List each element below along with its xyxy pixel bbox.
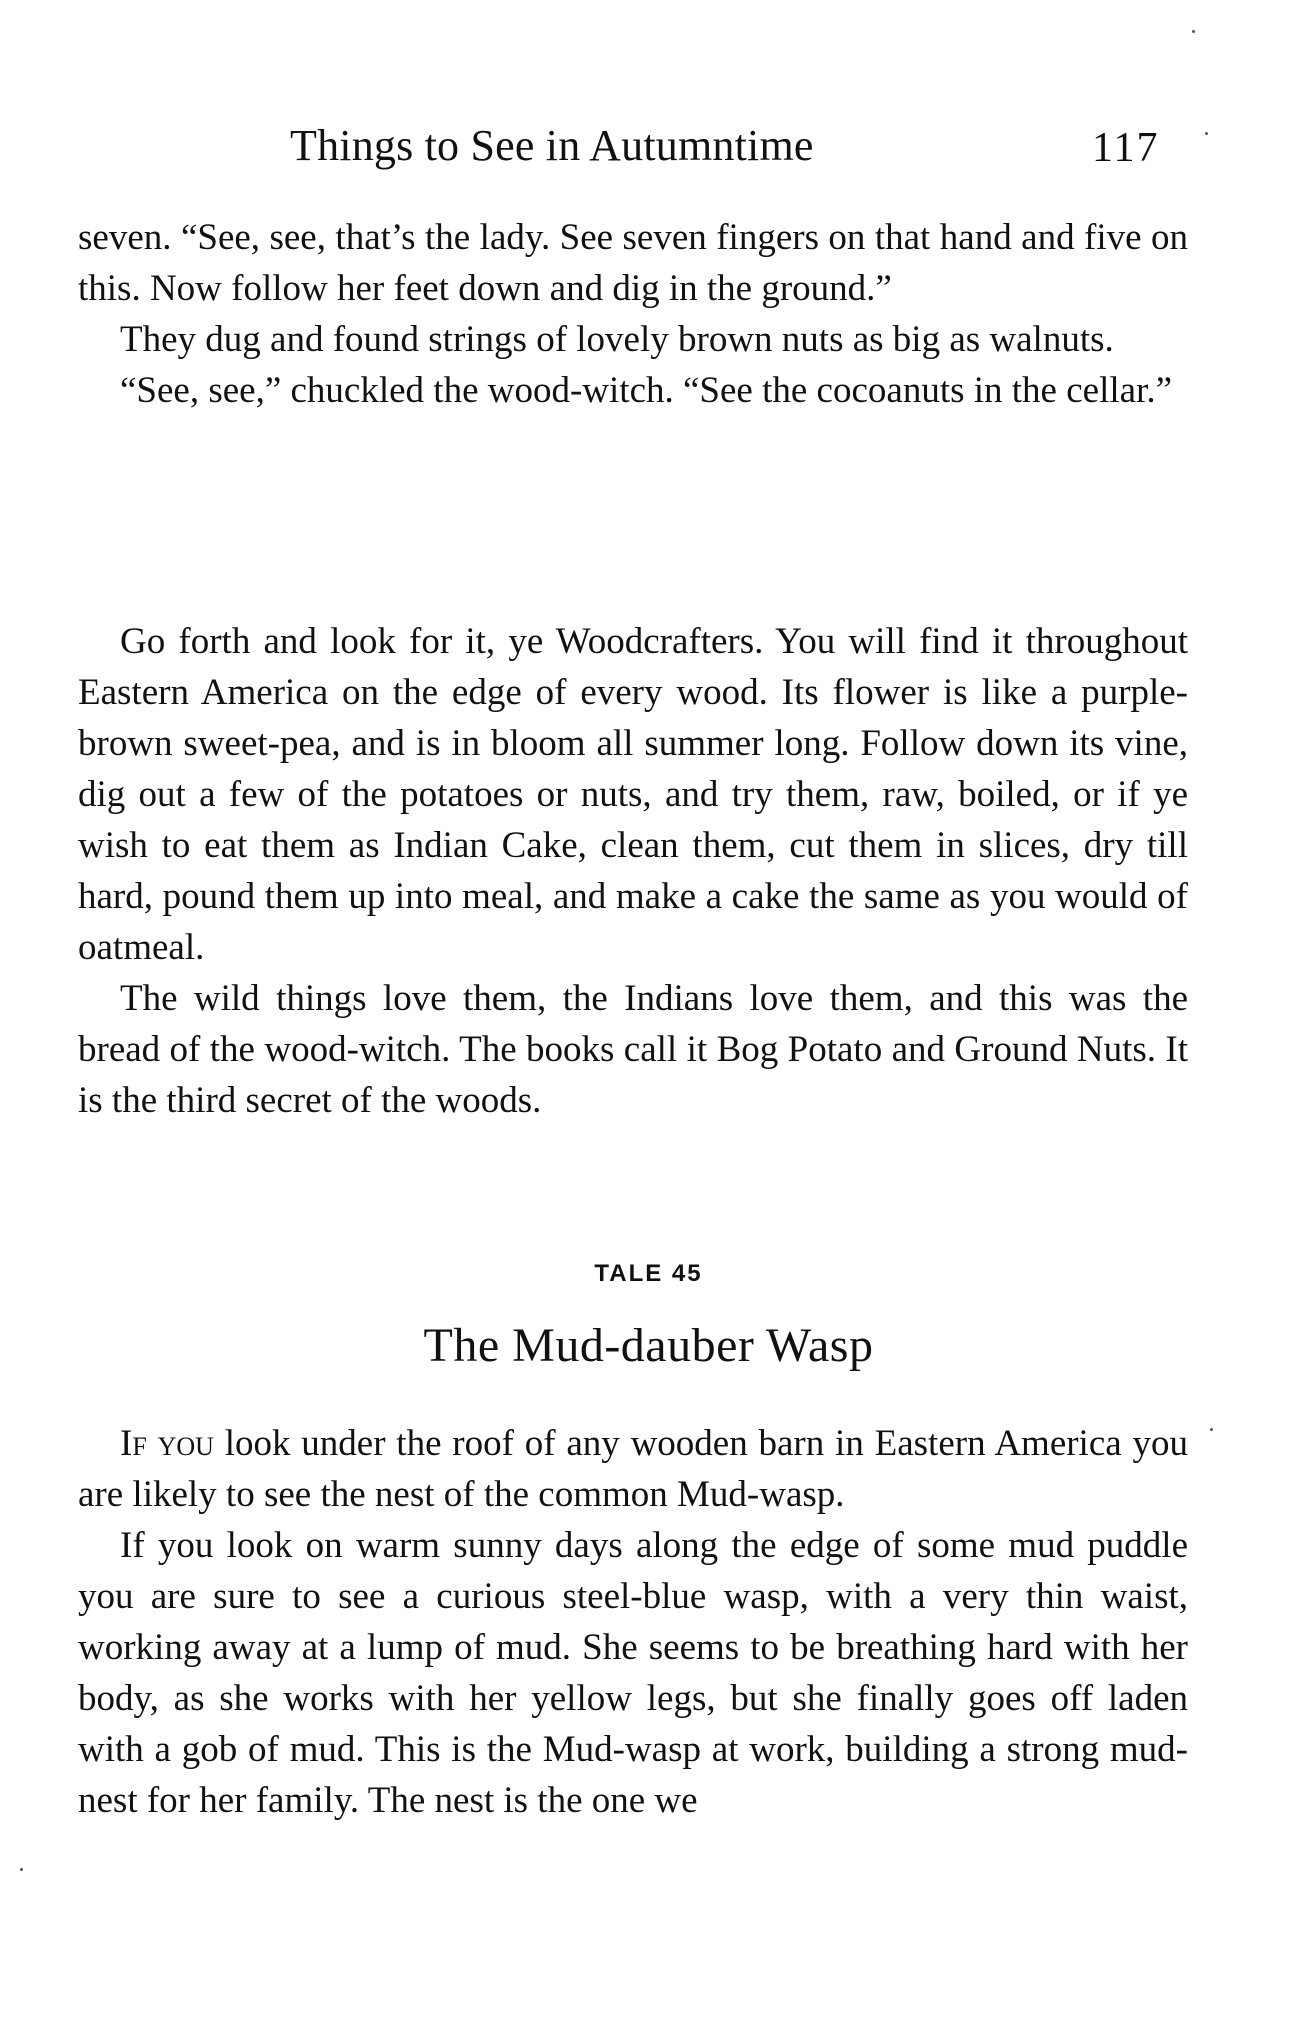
paragraph: “See, see,” chuckled the wood-witch. “See the cocoanuts in the cellar.” <box>120 370 1173 411</box>
tale-number-label: TALE 45 <box>594 1260 703 1287</box>
paragraph: If you look on warm sunny days along the edge of some mud puddle you are sure to see a curious steel-blue wasp, with a very thin waist, working away at a lump of mud. She seems to be breathing hard with her body, as she works with her yellow legs, but she finally goes off laden with a gob of mud. This is the Mud-wasp at work, building a strong mud-nest for her family. The nest is the one we <box>78 1525 1188 1821</box>
story-ending-section <box>78 212 1188 416</box>
opening-rest: look under the roof of any wooden barn in Eastern America you are likely to see the nest of the common Mud-wasp. <box>78 1423 1188 1515</box>
opening-paragraph <box>78 1418 1188 1520</box>
tale-body-section <box>78 1418 1188 1826</box>
commentary-section <box>78 616 1188 1126</box>
tale-title: The Mud-dauber Wasp <box>423 1319 874 1372</box>
paragraph: Go forth and look for it, ye Woodcrafters. You will find it throughout Eastern America on the edge of every wood. Its flower is like a purple-brown sweet-pea, and is in bloom all summer long. Follow down its vine, dig out a few of the potatoes or nuts, and try them, raw, boiled, or if ye wish to eat them as Indian Cake, clean them, cut them in slices, dry till hard, pound them up into meal, and make a cake the same as you would of oatmeal. <box>78 621 1188 968</box>
scan-speck <box>1192 30 1195 33</box>
scan-speck <box>1205 132 1208 135</box>
scan-speck <box>20 1868 23 1871</box>
opening-smallcaps: If you <box>120 1423 214 1464</box>
paragraph: The wild things love them, the Indians love them, and this was the bread of the wood-witch. The books call it Bog Potato and Ground Nuts. It is the third secret of the woods. <box>78 978 1188 1121</box>
page-number: 117 <box>1092 125 1160 171</box>
paragraph: They dug and found strings of lovely brown nuts as big as walnuts. <box>120 319 1114 360</box>
scan-speck <box>1210 1428 1213 1431</box>
running-head-title: Things to See in Autumntime <box>290 121 814 170</box>
paragraph: seven. “See, see, that’s the lady. See seven fingers on that hand and five on this. Now follow her feet down and dig in the ground.” <box>78 217 1188 309</box>
